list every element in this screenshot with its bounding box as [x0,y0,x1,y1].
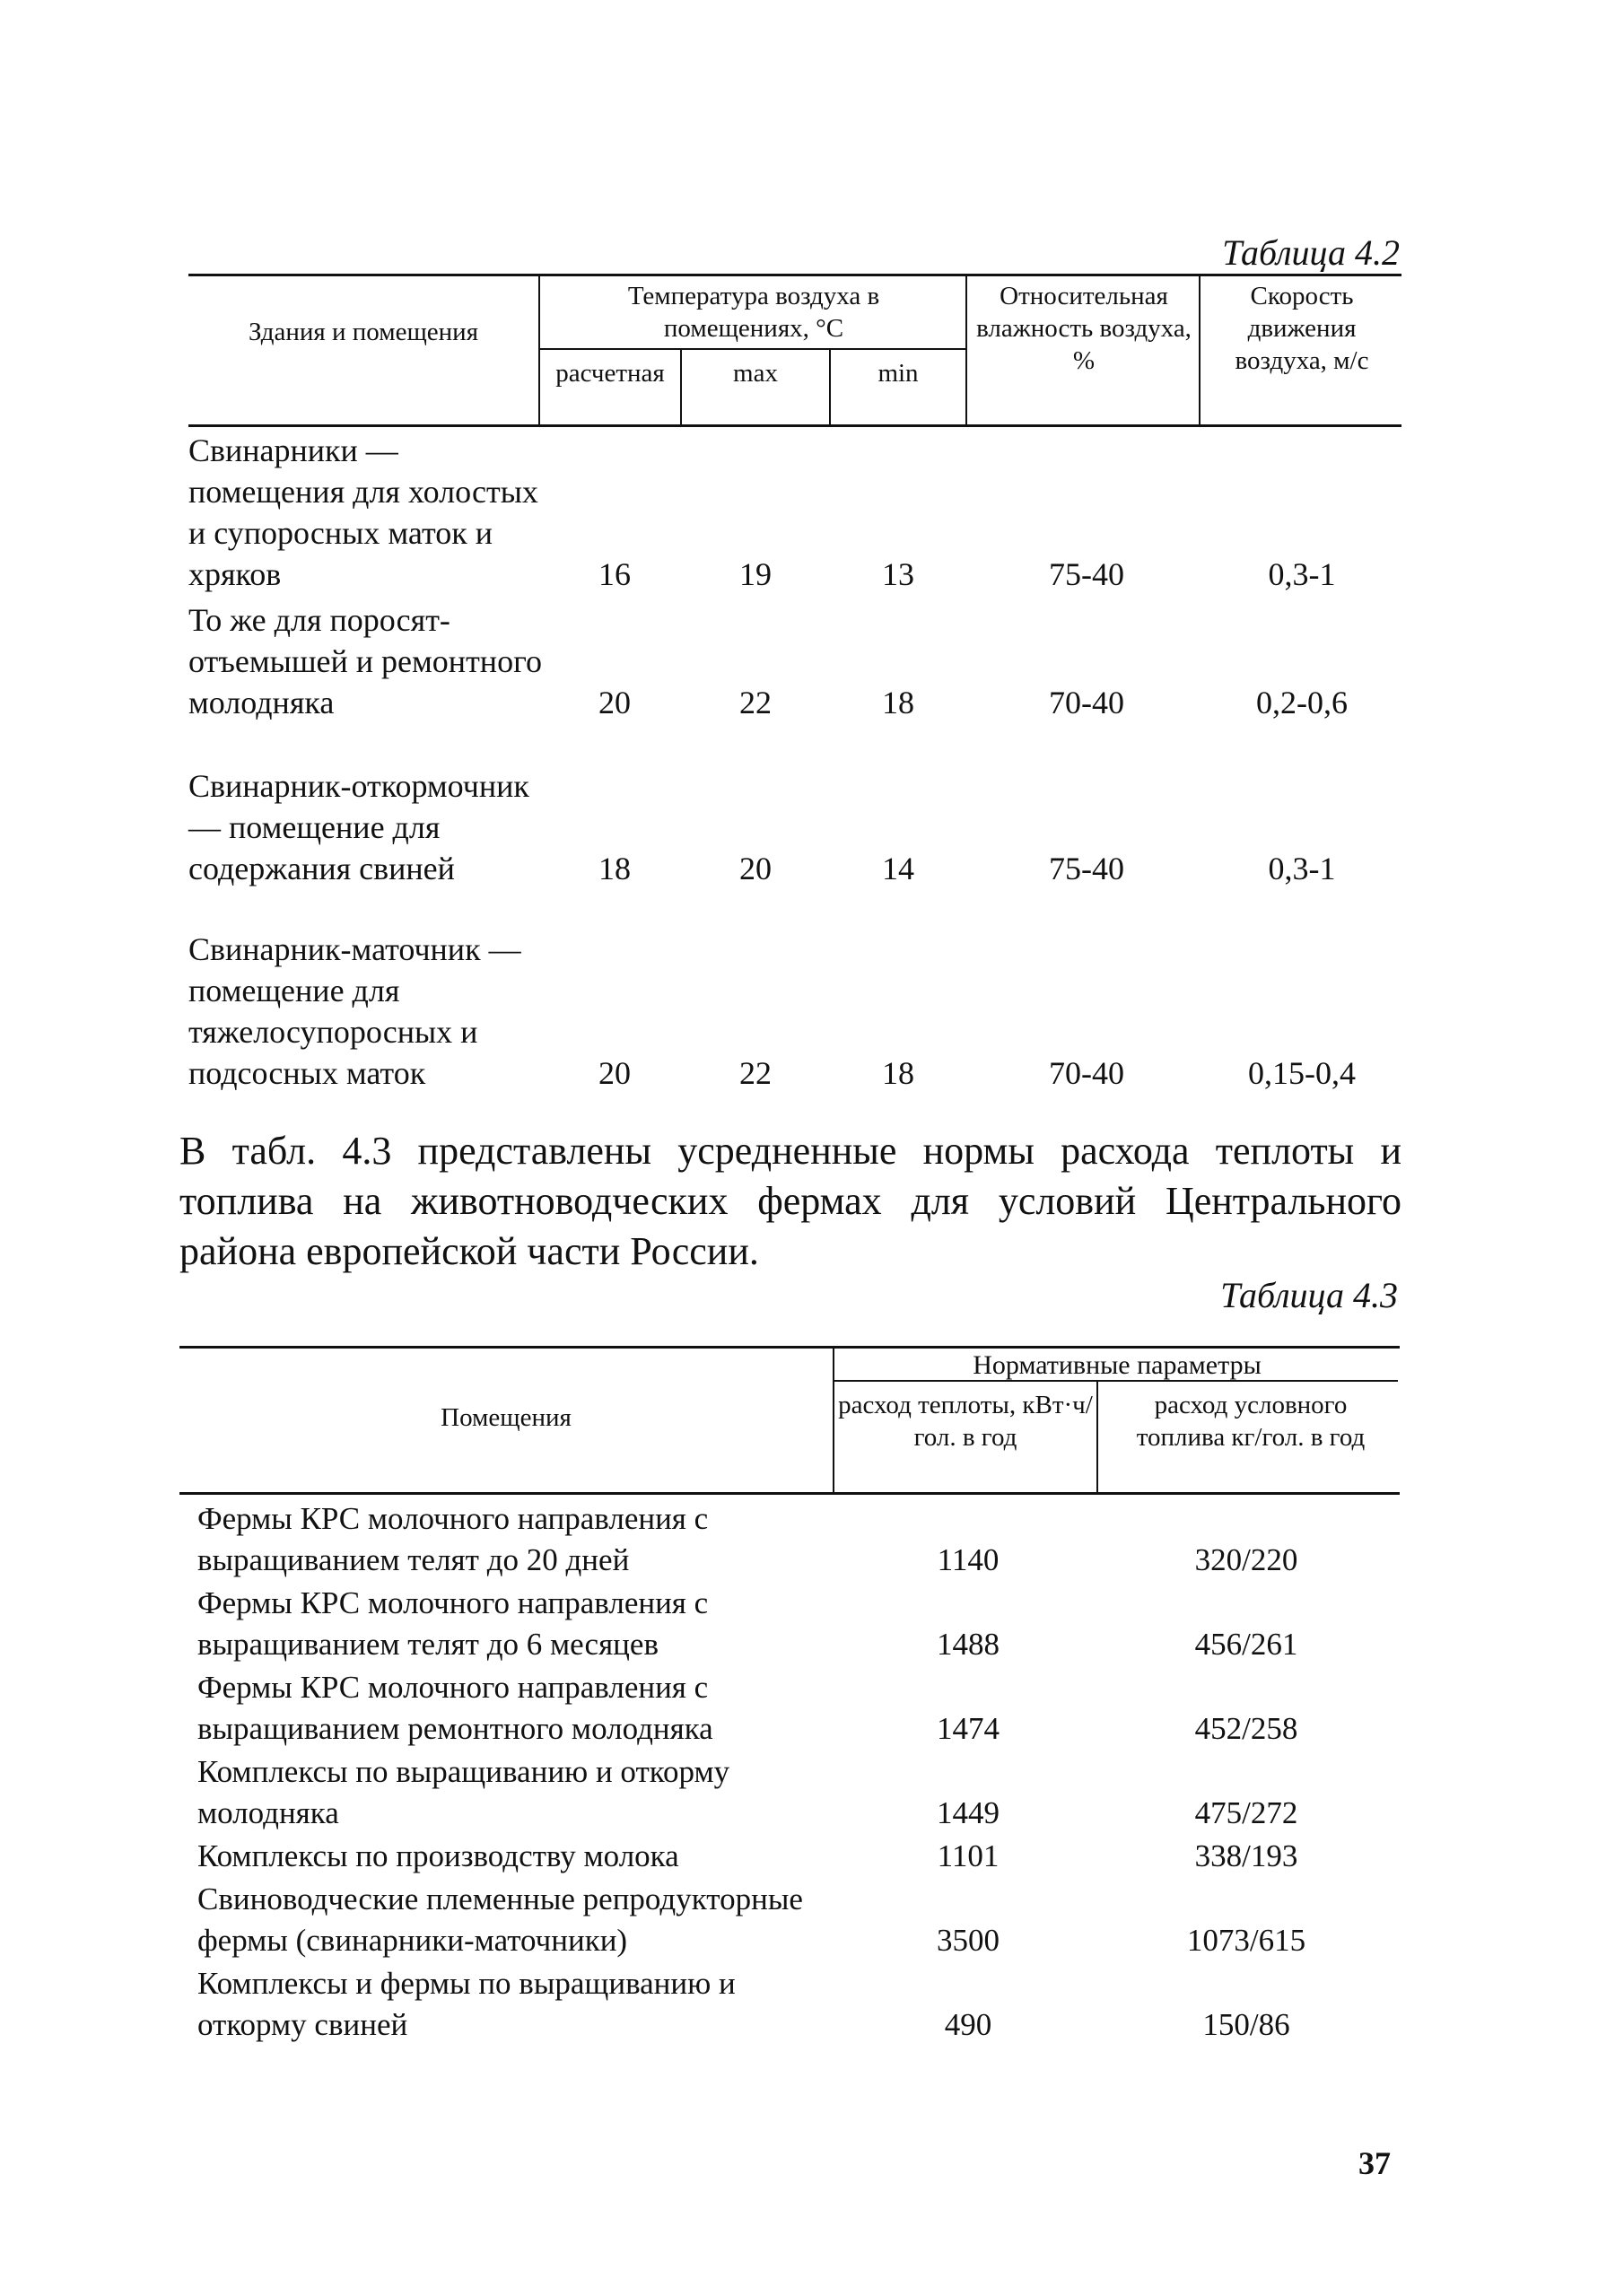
cell-humidity: 75-40 [1049,851,1124,886]
cell-design-temp: 18 [598,851,631,886]
header-design-temp: расчетная [555,359,665,388]
table-row [197,1497,1400,1581]
table-row [197,1750,1400,1834]
row-room-name: Комплексы по выращиванию и откорму молодняка [197,1754,730,1830]
cell-air-speed: 0,15-0,4 [1248,1055,1356,1091]
cell-min-temp: 13 [882,556,914,592]
table-row [188,595,1400,723]
cell-min-temp: 14 [882,851,914,886]
cell-heat: 1474 [937,1711,1000,1746]
cell-air-speed: 0,2-0,6 [1256,685,1348,720]
cell-max-temp: 22 [739,685,772,720]
table-row [197,1834,1400,1877]
cell-fuel: 456/261 [1194,1627,1298,1662]
cell-humidity: 75-40 [1049,556,1124,592]
header-buildings: Здания и помещения [248,318,479,346]
header-air-speed: Скорость движения воздуха, м/с [1235,282,1369,375]
row-room-name: Фермы КРС молочного направления с выращиванием телят до 6 месяцев [197,1585,709,1662]
cell-fuel: 150/86 [1202,2007,1290,2042]
header-normative: Нормативные параметры [973,1350,1262,1380]
table-4-2-col-divider [965,274,967,426]
table-row [197,1581,1400,1665]
cell-humidity: 70-40 [1049,685,1124,720]
cell-design-temp: 20 [598,685,631,720]
cell-heat: 1449 [937,1795,1000,1830]
table-4-2-col-divider [1199,274,1201,426]
cell-heat: 490 [944,2007,992,2042]
cell-min-temp: 18 [882,1055,914,1091]
header-fuel-consumption: расход условного топлива кг/гол. в год [1136,1391,1366,1452]
table-row [188,723,1400,889]
table-4-3-caption: Таблица 4.3 [1220,1275,1398,1315]
cell-heat: 1140 [937,1542,1000,1577]
cell-fuel: 475/272 [1194,1795,1298,1830]
cell-max-temp: 20 [739,851,772,886]
table-4-3-top-rule [179,1346,1400,1349]
header-max-temp: max [733,359,778,388]
row-room-name: Фермы КРС молочного направления с выращиванием ремонтного молодняка [197,1670,713,1746]
table-4-2-header-bottom-rule [188,424,1401,427]
row-building-name: Свинарник-маточник — помещение для тяжелосупоросных и подсосных маток [188,931,521,1091]
table-4-3-header-bottom-rule [179,1492,1400,1495]
table-4-2-col-divider [538,274,540,426]
row-room-name: Комплексы и фермы по выращиванию и откорму свиней [197,1966,736,2042]
cell-design-temp: 20 [598,1055,631,1091]
cell-heat: 1488 [937,1627,1000,1662]
table-4-3-col-divider [1096,1380,1098,1494]
header-humidity: Относительная влажность воздуха, % [976,282,1192,375]
row-room-name: Фермы КРС молочного направления с выращиванием телят до 20 дней [197,1501,709,1577]
cell-air-speed: 0,3-1 [1268,851,1336,886]
page-number: 37 [1358,2145,1391,2181]
table-row [197,1877,1400,1961]
row-building-name: То же для поросят-отъемышей и ремонтного молодняка [188,602,542,720]
row-room-name: Комплексы по производству молока [197,1838,679,1873]
table-row [188,431,1400,595]
table-row [188,889,1400,1094]
cell-fuel: 338/193 [1194,1838,1298,1873]
body-paragraph: В табл. 4.3 представлены усредненные нормы расхода теплоты и топлива на животноводческих фермах для условий Центрального района европейской части России. [179,1129,1401,1273]
row-building-name: Свинарники — помещения для холостых и супоросных маток и хряков [188,432,538,592]
cell-fuel: 320/220 [1194,1542,1298,1577]
cell-humidity: 70-40 [1049,1055,1124,1091]
table-4-2-top-rule [188,274,1401,276]
table-row [197,1961,1400,2046]
table-4-2-caption: Таблица 4.2 [1222,232,1400,273]
cell-design-temp: 16 [598,556,631,592]
table-row [197,1665,1400,1750]
table-4-3-col-divider [833,1346,834,1494]
header-heat-consumption: расход теплоты, кВт·ч/гол. в год [838,1391,1093,1452]
row-building-name: Свинарник-откормочник — помещение для содержания свиней [188,768,529,886]
cell-min-temp: 18 [882,685,914,720]
cell-max-temp: 19 [739,556,772,592]
cell-fuel: 452/258 [1194,1711,1298,1746]
cell-heat: 3500 [937,1923,1000,1958]
header-rooms: Помещения [441,1403,572,1432]
cell-heat: 1101 [937,1838,1000,1873]
table-4-2-temp-subrule [538,348,965,350]
row-room-name: Свиноводческие племенные репродукторные фермы (свинарники-маточники) [197,1881,803,1958]
cell-air-speed: 0,3-1 [1268,556,1336,592]
header-min-temp: min [877,359,919,388]
cell-max-temp: 22 [739,1055,772,1091]
header-temperature: Температура воздуха в помещениях, °С [627,282,880,343]
cell-fuel: 1073/615 [1186,1923,1306,1958]
